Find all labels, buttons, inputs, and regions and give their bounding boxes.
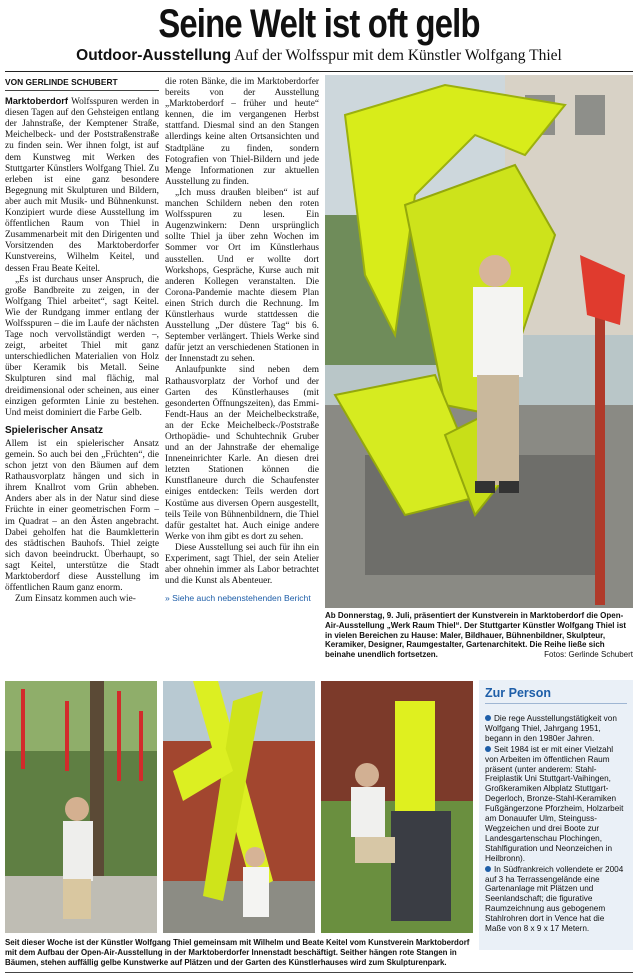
article-column-2 bbox=[165, 77, 319, 675]
profile-box-title: Zur Person bbox=[485, 686, 627, 704]
list-item-text: Die rege Ausstellungstätigkeit von Wolfgang Thiel, Jahrgang 1951, begann in den 1980er Jahren. bbox=[485, 714, 617, 743]
byline: VON GERLINDE SCHUBERT bbox=[5, 77, 159, 91]
headline: Seine Welt ist oft gelb bbox=[158, 2, 480, 46]
paragraph bbox=[5, 96, 159, 275]
cross-reference-link[interactable]: » Siehe auch nebenstehenden Bericht bbox=[165, 593, 311, 604]
subheadline-kicker: Outdoor-Ausstellung bbox=[76, 47, 232, 64]
sculpture-photo-illustration bbox=[325, 75, 633, 608]
paragraph: Anlaufpunkte sind neben dem Rathausvorplatz der Vorhof und der Garten des Künstlerhauses (mit gesonderten Öffnungszeiten), das Emmi-Fendt-Haus an der Meichelbeckstraße, an der Ecke Meichelbeck-/Poststraße Orthopädie- und Schuhtechnik Gruber und an der Jahnstraße der ehemalige Inneneinrichter Karle. An diesen drei letzten Stationen können die Kunstflaneure durch die Schaufenster einiges entdecken: Teils werden dort Kostüme aus diversen Opern ausgestellt, teils Teile von Bühnenbildnern, die Thiel dafür gestaltet hat. Auch einige andere Werke von ihm gibt es dort zu sehen. bbox=[165, 365, 319, 542]
paragraph: „Es ist durchaus unser Anspruch, die große Bandbreite zu zeigen, in der Wolfgang Thiel arbeitet“, sagt Keitel. Wie der Rundgang immer entlang der Wolfsspuren – die im Laufe der nächsten Tage noch vervollständigt werden –, zeigt, arbeitet Thiel mit ganz unterschiedlichen Materialien von Holz über Keramik bis Metall. Seine Skulpturen sind mal flächig, mal dreidimensional oder scheinen, aus einer einzigen geformten Linie zu bestehen. Und meist dominiert die Farbe Gelb. bbox=[5, 274, 159, 418]
paragraph: Zum Einsatz kommen auch wie- bbox=[15, 594, 136, 605]
bottom-rule bbox=[5, 972, 633, 973]
subheadline-text: Auf der Wolfsspur mit dem Künstler Wolfgang Thiel bbox=[231, 47, 562, 64]
caption-text: Ab Donnerstag, 9. Juli, präsentiert der Kunstverein in Marktoberdorf die Open-Air-Ausstellung „Werk Raum Thiel“. Der Stuttgarter Künstler Wolfgang Thiel ist in vielen Bereichen zu Hause: Maler, Bildhauer, Bühnenbildner, Skulpteur, Keramiker, Designer, Raumgestalter, Gartenarchitekt. Die Reihe ließe sich beinahe unendlich fortsetzen. bbox=[325, 611, 627, 660]
main-photo-caption bbox=[325, 611, 633, 660]
list-item-text: In Südfrankreich vollendete er 2004 auf 3 ha Terrassengelände eine Gartenanlage mit Plätzen und Seenlandschaft; die figurative Raumzeichnung aus gebogenem Stahlrohren dort in Vence hat die Maße von 8 x 9 x 17 Metern. bbox=[485, 864, 624, 934]
list-item bbox=[485, 865, 627, 934]
article-column-1 bbox=[5, 77, 159, 675]
bullet-icon bbox=[485, 715, 491, 721]
paragraph: „Ich muss draußen bleiben“ ist auf manchen Schildern neben den roten Wolfsspuren zu lesen. Ein Augenzwinkern: Denn ursprünglich sollte Thiel ja über zehn Wochen im Sommer vor Ort im Künstlerhaus ausstellen. Und er wollte dort Workshops, Gespräche, Kurse auch mit anderen Kollegen veranstalten. Die Corona-Pandemie machte diesem Plan einen Strich durch die Rechnung. Im Künstlerhaus wurde stattdessen die Ausstellung „Der düstere Tag“ bis 6. September verlängert. Thiels Werke sind dafür jetzt an verschiedenen Stationen in der Innenstadt zu sehen. bbox=[165, 187, 319, 365]
sculpture-photo-illustration-2 bbox=[163, 681, 315, 933]
profile-box bbox=[479, 680, 633, 950]
garden-photo-illustration bbox=[321, 681, 473, 933]
bullet-icon bbox=[485, 746, 491, 752]
main-photo bbox=[325, 75, 633, 608]
bottom-photo-sculpture bbox=[163, 681, 315, 933]
headline-rule bbox=[5, 71, 633, 72]
bullet-icon bbox=[485, 866, 491, 872]
list-item-text: Seit 1984 ist er mit einer Vielzahl von Arbeiten im öffentlichen Raum präsent (unter anderem: Stahl-Freiplastik Uni Stuttgart-Vaihingen, Großkeramiken Albplatz Stuttgart-Degerloch, Bronze-Stahl-Keramiken Fußgängerzone Pforzheim, Holzarbeit am Donauufer Ulm, Steinguss-Wegzeichen und drei Boote zur Landesgartenschau Plochingen, Stahlfiguration und Neonzeichen in Heilbronn). bbox=[485, 744, 624, 863]
photo-credit: Fotos: Gerlinde Schubert bbox=[544, 650, 633, 660]
list-item bbox=[485, 745, 627, 864]
dateline: Marktoberdorf bbox=[5, 96, 69, 107]
profile-list bbox=[485, 714, 627, 934]
bottom-photo-tree bbox=[5, 681, 157, 933]
paragraph: Allem ist ein spielerischer Ansatz gemein. So auch bei den „Früchten“, die schon jetzt von den Bäumen auf dem Rathausvorplatz hängen und sich in ihrem Knallrot vom Grün abheben. Anders aber als in der Natur sind diese Früchte in einer geometrischen Form – im Quadrat – an den Ästen angebracht. Dabei geholfen hat die Baumkletterin des städtischen Bauhofs. Thiel zeigte sich davon beeindruckt. Überhaupt, so sagt Keitel, unterstütze die Stadt Marktoberdorf diese Ausstellung im öffentlichen Raum ganz enorm. bbox=[5, 438, 159, 594]
subheadline bbox=[0, 46, 638, 66]
bottom-photo-garden bbox=[321, 681, 473, 933]
paragraph: Diese Ausstellung sei auch für ihn ein Experiment, sagt Thiel, der sein Atelier aber ohnehin immer als Labor betrachtet und die Kunst als Abenteuer. bbox=[165, 542, 319, 587]
paragraph: die roten Bänke, die im Marktoberdorfer bereits von der Ausstellung „Marktoberdorf – früher und heute“ kennen, die im vergangenen Herbst stattfand. Diesmal sind an den Stangen allerdings keine alten Ortsansichten und Stadtpläne zu finden, sondern Fotografien von Thiel-Bildern und jede Menge Informationen zur aktuellen Ausstellung zu finden. bbox=[165, 77, 319, 187]
tree-photo-illustration bbox=[5, 681, 157, 933]
bottom-photos-caption: Seit dieser Woche ist der Künstler Wolfgang Thiel gemeinsam mit Wilhelm und Beate Keitel vom Kunstverein Marktoberdorf mit dem Aufbau der Open-Air-Ausstellung in der Marktoberdorfer Innenstadt beschäftigt. Seither hängen rote Stangen in Bäumen, stehen auffällig gelbe Kunstwerke auf Plätzen und der Garten des Künstlerhauses wird zum Skulpturenpark. bbox=[5, 938, 470, 967]
paragraph-text: Wolfsspuren werden in diesen Tagen auf den Gehsteigen entlang der Jahnstraße, der Kemptener Straße, Meichelbeck- und der Poststraßenstraße zu finden sein. Wer ihnen folgt, ist auf dem Kunstweg mit Werken des Stuttgarter Künstlers Wolfgang Thiel. Zu erleben ist eine ganz besondere Begegnung mit Skulpturen und Bildern, aber auch mit Musik- und Bühnenkunst. Konzipiert wurde diese Ausstellung im öffentlichen Raum von Thiel in Zusammenarbeit mit den Dirigenten und Vorsitzenden des Marktoberdorfer Kunstvereins, Wilhelm Keitel, und dessen Frau Beate Keitel. bbox=[5, 97, 159, 274]
list-item bbox=[485, 714, 627, 744]
section-subhead: Spielerischer Ansatz bbox=[5, 424, 104, 436]
